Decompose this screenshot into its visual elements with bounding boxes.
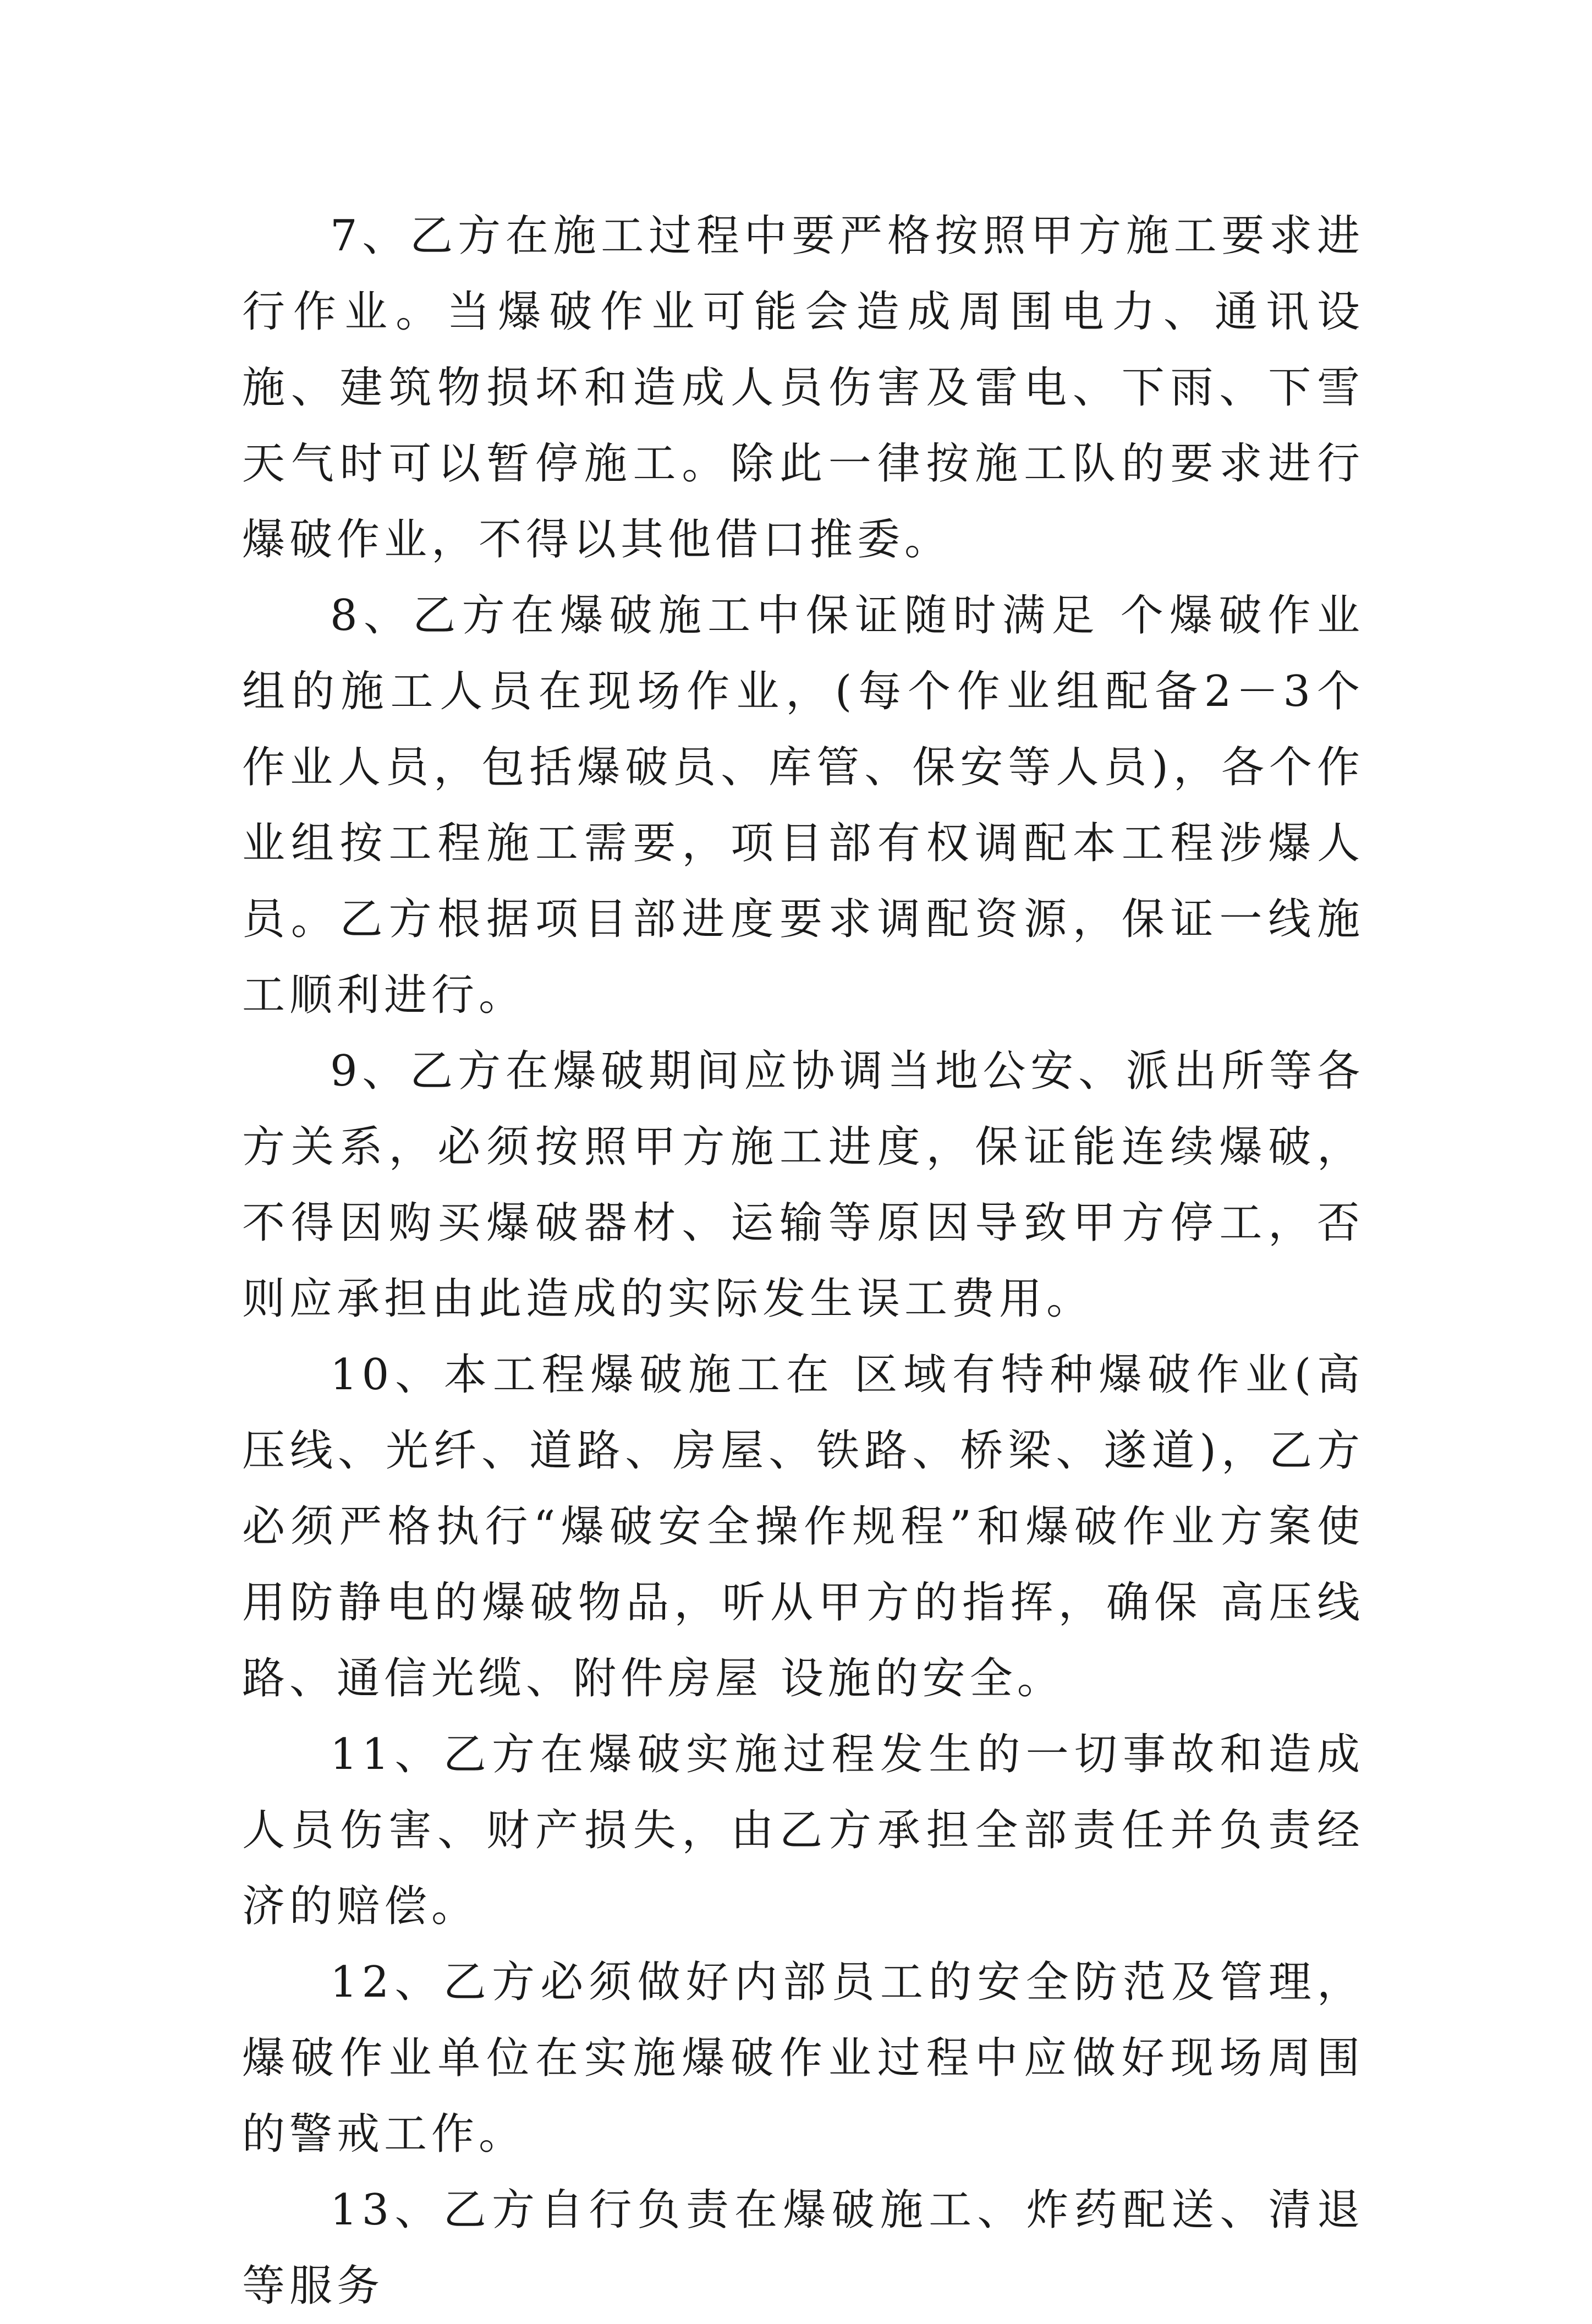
clause-11: 11、乙方在爆破实施过程发生的一切事故和造成人员伤害、财产损失，由乙方承担全部责任并负责经济的赔偿。 [242, 1730, 1364, 1931]
clause-12: 12、乙方必须做好内部员工的安全防范及管理，爆破作业单位在实施爆破作业过程中应做好现场周围的警戒工作。 [242, 1958, 1364, 2159]
clause-10: 10、本工程爆破施工在 区域有特种爆破作业(高压线、光纤、道路、房屋、铁路、桥梁、遂道)，乙方必须严格执行“爆破安全操作规程”和爆破作业方案使用防静电的爆破物品，听从甲方的指挥，确保 高压线路、通信光缆、附件房屋 设施的安全。 [242, 1350, 1364, 1703]
document-body [242, 198, 1364, 2324]
clause-8: 8、乙方在爆破施工中保证随时满足 个爆破作业组的施工人员在现场作业，(每个作业组配备2－3个作业人员，包括爆破员、库管、保安等人员)，各个作业组按工程施工需要，项目部有权调配本工程涉爆人员。乙方根据项目部进度要求调配资源，保证一线施工顺利进行。 [242, 591, 1364, 1020]
clause-9: 9、乙方在爆破期间应协调当地公安、派出所等各方关系，必须按照甲方施工进度，保证能连续爆破，不得因购买爆破器材、运输等原因导致甲方停工，否则应承担由此造成的实际发生误工费用。 [242, 1046, 1364, 1324]
clause-7: 7、乙方在施工过程中要严格按照甲方施工要求进行作业。当爆破作业可能会造成周围电力、通讯设施、建筑物损坏和造成人员伤害及雷电、下雨、下雪天气时可以暂停施工。除此一律按施工队的要求进行爆破作业，不得以其他借口推委。 [242, 211, 1364, 564]
clause-13: 13、乙方自行负责在爆破施工、炸药配送、清退等服务 [242, 2185, 1364, 2311]
